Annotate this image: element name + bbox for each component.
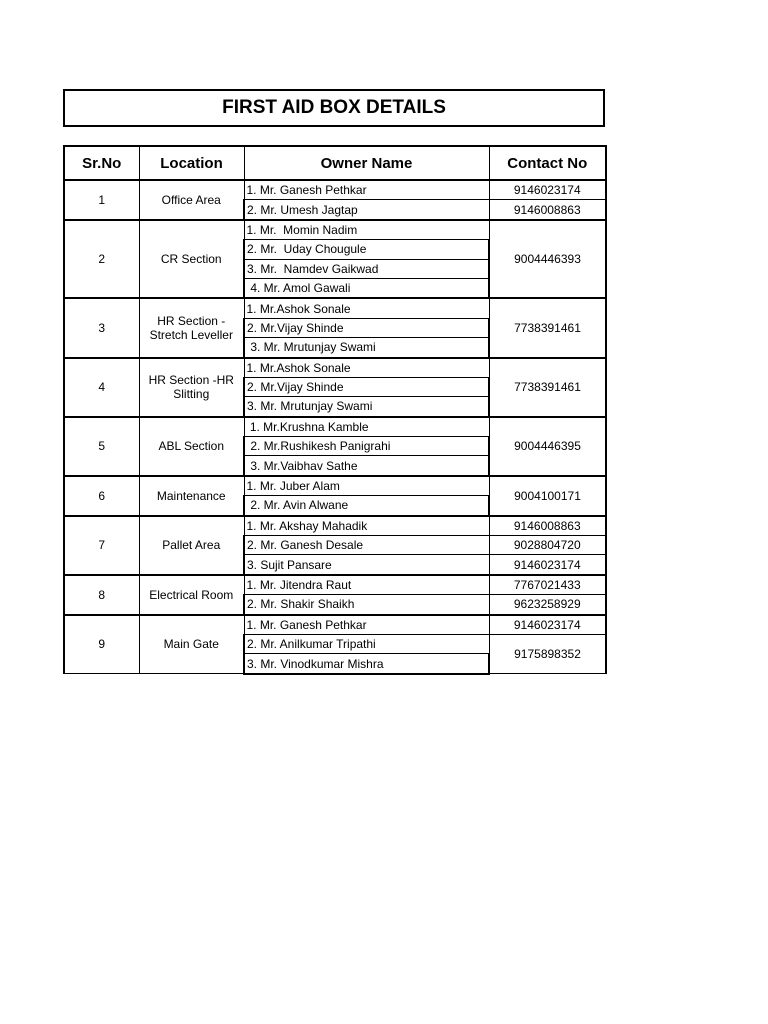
owner-name-cell: 1. Mr.Ashok Sonale <box>244 298 489 318</box>
location-cell: Main Gate <box>139 615 244 674</box>
owner-name-cell: 2. Mr.Rushikesh Panigrahi <box>244 437 489 456</box>
location-cell: ABL Section <box>139 417 244 476</box>
owner-name-cell: 1. Mr. Ganesh Pethkar <box>244 615 489 635</box>
first-aid-table <box>63 145 607 675</box>
owner-name-cell: 2. Mr. Ganesh Desale <box>244 536 489 555</box>
contact-no-cell: 9004446395 <box>489 417 606 476</box>
owner-name-cell: 3. Mr. Vinodkumar Mishra <box>244 654 489 674</box>
location-cell: Electrical Room <box>139 575 244 615</box>
sr-no-cell: 8 <box>64 575 139 615</box>
table-row <box>64 575 606 595</box>
owner-name-cell: 3. Mr. Namdev Gaikwad <box>244 259 489 278</box>
page-title: FIRST AID BOX DETAILS <box>63 89 605 127</box>
header-row <box>64 146 606 180</box>
owner-name-cell: 2. Mr.Vijay Shinde <box>244 318 489 337</box>
owner-name-cell: 4. Mr. Amol Gawali <box>244 278 489 298</box>
owner-name-cell: 2. Mr.Vijay Shinde <box>244 377 489 396</box>
sr-no-cell: 2 <box>64 220 139 299</box>
location-cell: Maintenance <box>139 476 244 516</box>
sr-no-cell: 1 <box>64 180 139 220</box>
header-sr-no: Sr.No <box>64 146 139 180</box>
header-owner-name: Owner Name <box>244 146 489 180</box>
table-row <box>64 417 606 437</box>
contact-no-cell: 9146023174 <box>489 615 606 635</box>
contact-no-cell: 9146023174 <box>489 180 606 200</box>
location-cell: Office Area <box>139 180 244 220</box>
owner-name-cell: 1. Mr. Juber Alam <box>244 476 489 496</box>
table-body <box>64 180 606 674</box>
owner-name-cell: 1. Mr. Akshay Mahadik <box>244 516 489 536</box>
contact-no-cell: 9623258929 <box>489 595 606 615</box>
table-row <box>64 220 606 240</box>
contact-no-cell: 9175898352 <box>489 634 606 673</box>
owner-name-cell: 3. Mr. Mrutunjay Swami <box>244 397 489 417</box>
contact-no-cell: 9004100171 <box>489 476 606 516</box>
contact-no-cell: 9146008863 <box>489 516 606 536</box>
contact-no-cell: 9146008863 <box>489 200 606 220</box>
owner-name-cell: 2. Mr. Uday Chougule <box>244 240 489 259</box>
contact-no-cell: 7738391461 <box>489 358 606 417</box>
sr-no-cell: 4 <box>64 358 139 417</box>
owner-name-cell: 2. Mr. Umesh Jagtap <box>244 200 489 220</box>
owner-name-cell: 1. Mr. Momin Nadim <box>244 220 489 240</box>
contact-no-cell: 7738391461 <box>489 298 606 357</box>
location-cell: HR Section - Stretch Leveller <box>139 298 244 357</box>
owner-name-cell: 3. Sujit Pansare <box>244 555 489 575</box>
owner-name-cell: 1. Mr. Ganesh Pethkar <box>244 180 489 200</box>
header-location: Location <box>139 146 244 180</box>
owner-name-cell: 3. Mr. Mrutunjay Swami <box>244 338 489 358</box>
owner-name-cell: 2. Mr. Anilkumar Tripathi <box>244 634 489 653</box>
table-row <box>64 180 606 200</box>
table-row <box>64 358 606 378</box>
location-cell: HR Section -HR Slitting <box>139 358 244 417</box>
sr-no-cell: 6 <box>64 476 139 516</box>
owner-name-cell: 1. Mr.Ashok Sonale <box>244 358 489 378</box>
table-row <box>64 476 606 496</box>
table-row <box>64 516 606 536</box>
header-contact-no: Contact No <box>489 146 606 180</box>
owner-name-cell: 1. Mr. Jitendra Raut <box>244 575 489 595</box>
sr-no-cell: 9 <box>64 615 139 674</box>
contact-no-cell: 7767021433 <box>489 575 606 595</box>
contact-no-cell: 9146023174 <box>489 555 606 575</box>
owner-name-cell: 1. Mr.Krushna Kamble <box>244 417 489 437</box>
owner-name-cell: 2. Mr. Shakir Shaikh <box>244 595 489 615</box>
contact-no-cell: 9004446393 <box>489 220 606 299</box>
sr-no-cell: 3 <box>64 298 139 357</box>
owner-name-cell: 3. Mr.Vaibhav Sathe <box>244 456 489 476</box>
contact-no-cell: 9028804720 <box>489 536 606 555</box>
location-cell: CR Section <box>139 220 244 299</box>
table-row <box>64 298 606 318</box>
sr-no-cell: 7 <box>64 516 139 575</box>
table-row <box>64 615 606 635</box>
sr-no-cell: 5 <box>64 417 139 476</box>
owner-name-cell: 2. Mr. Avin Alwane <box>244 496 489 516</box>
location-cell: Pallet Area <box>139 516 244 575</box>
